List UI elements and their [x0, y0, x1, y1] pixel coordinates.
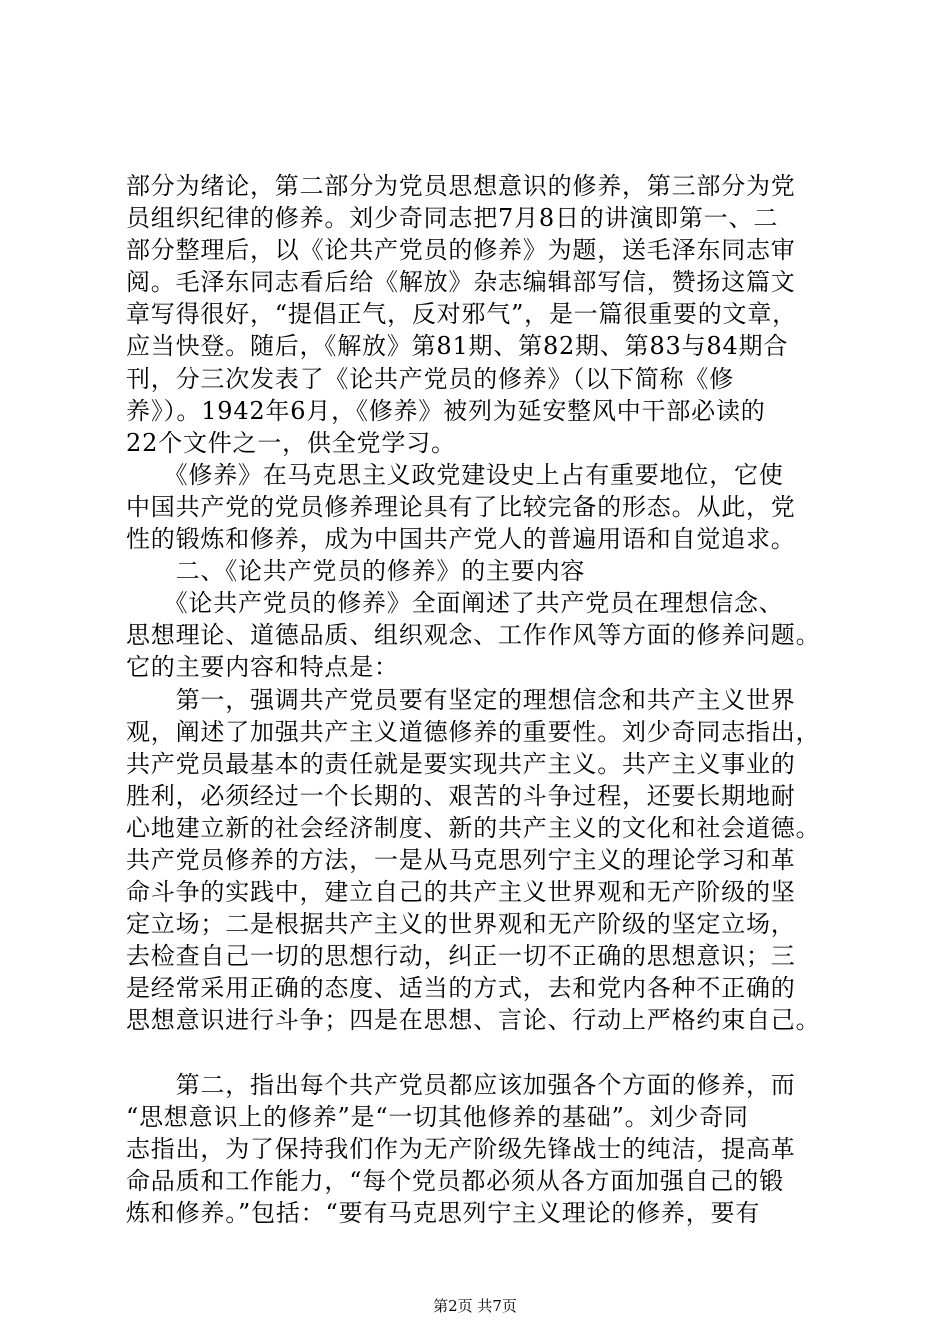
text-line: 应当快登。随后，《解放》第81期、第82期、第83与84期合	[126, 332, 789, 361]
text-line: 共产党员最基本的责任就是要实现共产主义。共产主义事业的	[126, 749, 796, 778]
text-line: 胜利，必须经过一个长期的、艰苦的斗争过程，还要长期地耐	[126, 781, 796, 810]
text-line: 刊，分三次发表了《论共产党员的修养》（以下简称《修	[126, 364, 734, 393]
text-line: 章写得很好，“提倡正气，反对邪气”，是一篇很重要的文章，	[126, 300, 797, 329]
text-line: 第二，指出每个共产党员都应该加强各个方面的修养，而	[126, 1070, 796, 1099]
text-line: 《修养》在马克思主义政党建设史上占有重要地位，它使	[126, 460, 784, 489]
text-line: 命斗争的实践中，建立自己的共产主义世界观和无产阶级的坚	[126, 878, 796, 907]
text-line: 炼和修养。”包括：“要有马克思列宁主义理论的修养，要有	[126, 1199, 761, 1227]
paragraph-gap	[126, 1037, 836, 1069]
page-footer: 第2页 共7页	[433, 1297, 517, 1315]
text-line: 思想理论、道德品质、组织观念、工作作风等方面的修养问题。	[126, 621, 821, 650]
text-line: 它的主要内容和特点是：	[126, 653, 399, 682]
text-line: 去检查自己一切的思想行动，纠正一切不正确的思想意识；三	[126, 942, 796, 971]
text-line: 员组织纪律的修养。刘少奇同志把7月8日的讲演即第一、二	[126, 204, 779, 233]
text-line: 养》）。1942年6月，《修养》被列为延安整风中干部必读的	[126, 396, 766, 425]
text-line: 部分整理后，以《论共产党员的修养》为题，送毛泽东同志审	[126, 236, 796, 265]
text-line: 第一，强调共产党员要有坚定的理想信念和共产主义世界	[126, 685, 796, 714]
text-line: 思想意识进行斗争；四是在思想、言论、行动上严格约束自己。	[126, 1006, 821, 1035]
text-line: 阅。毛泽东同志看后给《解放》杂志编辑部写信，赞扬这篇文	[126, 268, 796, 297]
text-line: 心地建立新的社会经济制度、新的共产主义的文化和社会道德。	[126, 813, 821, 842]
text-line: 《论共产党员的修养》全面阐述了共产党员在理想信念、	[126, 589, 784, 618]
text-line: 命品质和工作能力，“每个党员都必须从各方面加强自己的锻	[126, 1166, 784, 1195]
text-line: 定立场；二是根据共产主义的世界观和无产阶级的坚定立场，	[126, 910, 796, 939]
text-line: 中国共产党的党员修养理论具有了比较完备的形态。从此，党	[126, 492, 796, 521]
text-line: 观，阐述了加强共产主义道德修养的重要性。刘少奇同志指出，	[126, 717, 821, 746]
text-line: 部分为绪论，第二部分为党员思想意识的修养，第三部分为党	[126, 172, 796, 200]
text-line: 共产党员修养的方法，一是从马克思列宁主义的理论学习和革	[126, 845, 796, 874]
text-line: 二、《论共产党员的修养》的主要内容	[126, 557, 586, 586]
document-body	[126, 170, 836, 1229]
text-line: 是经常采用正确的态度、适当的方式，去和党内各种不正确的	[126, 974, 796, 1003]
text-line: 22个文件之一，供全党学习。	[126, 428, 456, 457]
text-line: “思想意识上的修养”是“一切其他修养的基础”。刘少奇同	[126, 1102, 749, 1131]
text-line: 性的锻炼和修养，成为中国共产党人的普遍用语和自觉追求。	[126, 525, 796, 554]
text-line: 志指出，为了保持我们作为无产阶级先锋战士的纯洁，提高革	[126, 1134, 796, 1163]
